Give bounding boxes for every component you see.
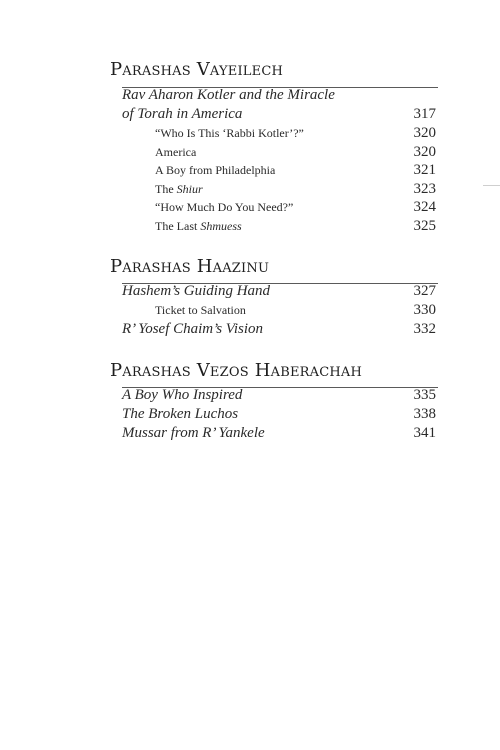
subentry-title: Ticket to Salvation — [155, 303, 246, 317]
toc-entries — [122, 386, 436, 443]
entry-title: of Torah in America — [122, 106, 243, 122]
toc-subentry — [122, 143, 436, 162]
toc-subentry — [122, 217, 436, 236]
subentry-page: 323 — [413, 180, 436, 197]
subentry-page: 320 — [413, 125, 436, 141]
subentry-page: 325 — [413, 217, 436, 234]
subentry-title — [155, 180, 203, 199]
subentry-title: America — [155, 144, 197, 159]
entry-page: 327 — [413, 283, 436, 299]
entry-title: Rav Aharon Kotler and the Miracle — [122, 87, 335, 103]
toc-entries — [122, 86, 436, 235]
toc-entry — [122, 105, 436, 124]
entry-title: Hashem’s Guiding Hand — [122, 283, 271, 299]
subentry-title: A Boy from Philadelphia — [155, 163, 276, 177]
toc-entries — [122, 282, 436, 339]
entry-title: The Broken Luchos — [122, 406, 239, 422]
toc-entry — [122, 386, 436, 405]
toc-section-vayeilech — [110, 59, 440, 234]
section-heading: Parashas Vayeilech — [110, 59, 284, 80]
subentry-page: 321 — [413, 162, 436, 178]
subentry-title-italic: Shiur — [176, 181, 203, 196]
entry-page: 338 — [413, 406, 436, 422]
toc-subentry — [122, 180, 436, 199]
page-edge-mark — [483, 185, 500, 186]
toc-entry — [122, 320, 436, 339]
toc-subentry — [122, 301, 436, 320]
entry-page: 317 — [413, 106, 436, 122]
entry-title: A Boy Who Inspired — [122, 387, 243, 403]
section-heading: Parashas Haazinu — [110, 256, 270, 277]
entry-title: Mussar from R’ Yankele — [122, 425, 265, 441]
entry-page: 341 — [413, 425, 436, 441]
section-heading: Parashas Vezos Haberachah — [110, 360, 363, 381]
subentry-title — [155, 217, 242, 236]
subentry-page: 324 — [413, 199, 436, 215]
toc-entry — [122, 86, 436, 105]
subentry-title-italic: Shmuess — [200, 218, 242, 233]
toc-subentry — [122, 161, 436, 180]
entry-title: R’ Yosef Chaim’s Vision — [122, 320, 263, 337]
subentry-page: 330 — [413, 302, 436, 318]
toc-entry — [122, 282, 436, 301]
subentry-title-plain: The Last — [155, 218, 201, 233]
toc-subentry — [122, 124, 436, 143]
toc-subentry — [122, 198, 436, 217]
entry-page: 332 — [413, 320, 436, 337]
toc-section-vezos-haberachah — [110, 360, 440, 441]
subentry-title: “Who Is This ‘Rabbi Kotler’?” — [155, 126, 304, 140]
subentry-page: 320 — [413, 143, 436, 160]
toc-entry — [122, 424, 436, 443]
entry-page: 335 — [413, 387, 436, 403]
toc-entry — [122, 405, 436, 424]
subentry-title-plain: The — [155, 181, 177, 196]
toc-section-haazinu — [110, 256, 440, 337]
subentry-title: “How Much Do You Need?” — [155, 200, 294, 214]
